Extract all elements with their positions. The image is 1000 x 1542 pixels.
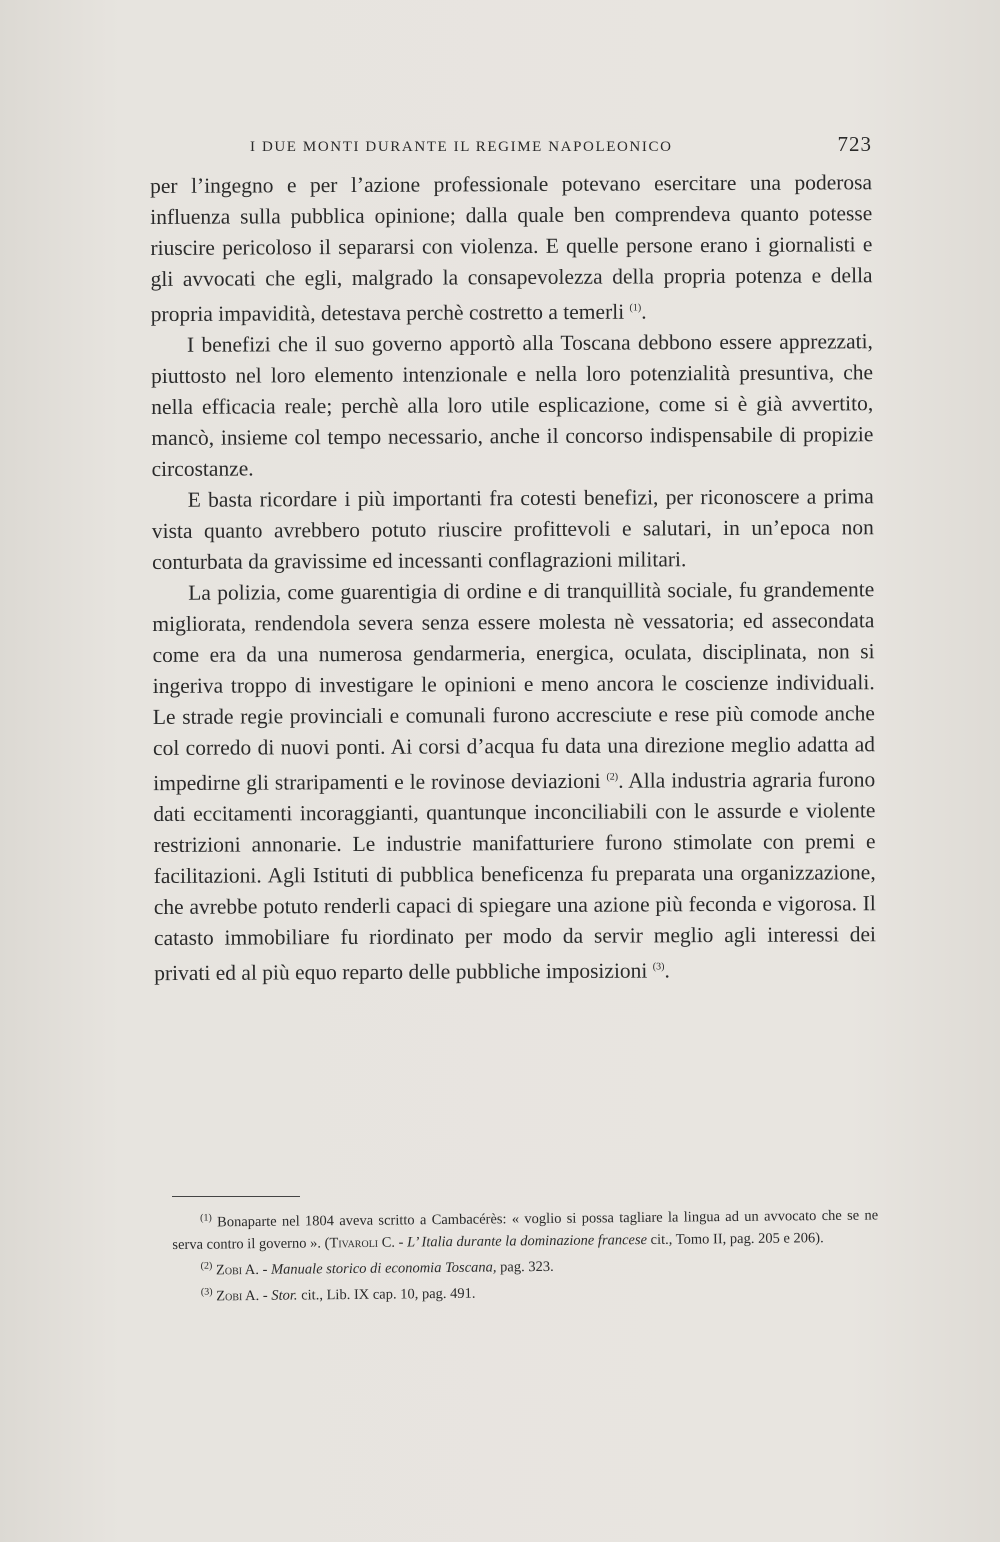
footnote-ref: (2) [606,771,619,783]
paragraph: I benefizi che il suo governo apportò alla Toscana debbono essere apprezzati, piuttosto nel loro elemento intenzionale e nella loro potenzialità presuntiva, che nella efficacia reale; perchè alla loro utile esplicazione, come si è già avvertito, mancò, insieme col tempo necessario, anche il concorso indispensabile di propizie circostanze. [151,329,874,482]
paragraph: E basta ricordare i più importanti fra cotesti benefizi, per riconoscere a prima vista quanto avrebbero potuto riuscire profittevoli e salutari, in un’epoca non conturbata da gravissime ed incessanti conflagrazioni militari. [151,484,874,575]
page-number: 723 [837,132,872,156]
running-title: I DUE MONTI DURANTE IL REGIME NAPOLEONICO [250,139,673,155]
footnote-ref: (3) [652,961,665,973]
footnote-divider [172,1196,300,1197]
footnote: $^{(2)}$ Zobi A. - Manuale storico di economia Toscana, pag. 323. [200,1258,554,1279]
footnote-ref: (1) [629,302,642,314]
page-header [150,132,872,157]
paragraph: per l’ingegno e per l’azione professionale potevano esercitare una poderosa influenza sulla pubblica opinione; dalla quale ben comprendeva quanto potesse riuscire pericoloso il separarsi con violenza. E quelle persone erano i giornalisti e gli avvocati che egli, malgrado la consapevolezza della propria potenza e della propria impavidità, detestava perchè costretto a temerli $^{(1)}$. [150,170,873,327]
footnote: $^{(3)}$ Zobi A. - Stor. cit., Lib. IX cap. 10, pag. 491. [200,1285,476,1305]
body-text [150,167,876,989]
footnotes [172,1201,879,1308]
footnote: $^{(1)}$ Bonaparte nel 1804 aveva scritto a Cambacérès: « voglio si possa tagliare la lingua ad un avvocato che se ne serva contro il governo ». (Tivaroli C. - L’ Italia durante la dominazione francese cit., Tomo II, pag. 205 e 206). [172,1207,879,1253]
paragraph: La polizia, come guarentigia di ordine e di tranquillità sociale, fu grandemente migliorata, rendendola severa senza essere molesta nè vessatoria; ed assecondata come era da una numerosa gendarmeria, energica, oculata, disciplinata, non si ingeriva troppo di investigare le opinioni e meno ancora le coscienze individuali. Le strade regie provinciali e comunali furono accresciute e rese più comode anche col corredo di nuovi ponti. Ai corsi d’acqua fu data una direzione meglio adatta ad impedirne gli straripamenti e le rovinose deviazioni $^{(2)}$. Alla industria agraria furono dati eccitamenti incoraggianti, quantunque inconciliabili con le assurde e violente restrizioni annonarie. Le industrie manifatturiere furono stimolate con premi e facilitazioni. Agli Istituti di pubblica beneficenza fu preparata una organizzazione, che avrebbe potuto renderli capaci di spiegare una azione più feconda e vigorosa. Il catasto immobiliare fu riordinato per modo da servir meglio agli interessi dei privati ed al più equo reparto delle pubbliche imposizioni $^{(3)}$. [152,577,877,986]
